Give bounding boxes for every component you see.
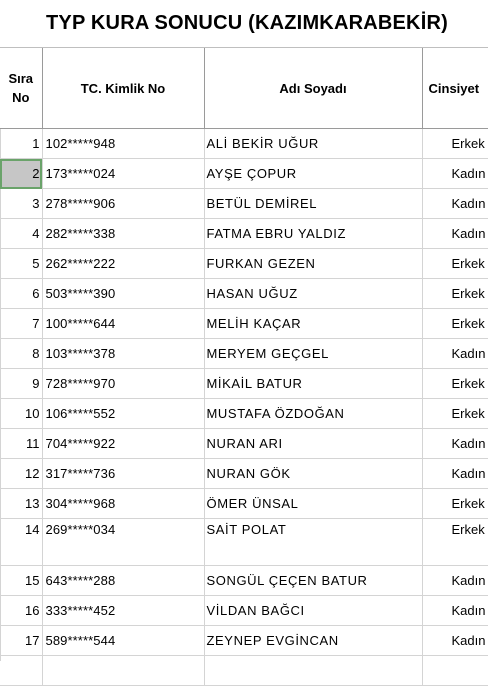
cell-tc[interactable]: 173*****024	[42, 159, 204, 189]
table-row	[0, 399, 488, 429]
cell-tc[interactable]: 100*****644	[42, 309, 204, 339]
cell-gender[interactable]: Erkek	[422, 369, 488, 399]
table-row	[0, 626, 488, 656]
table-row	[0, 159, 488, 189]
table-row	[0, 489, 488, 519]
cell-empty[interactable]	[0, 656, 42, 686]
cell-tc[interactable]: 278*****906	[42, 189, 204, 219]
cell-tc[interactable]: 102*****948	[42, 129, 204, 159]
cell-sira[interactable]: 11	[0, 429, 42, 459]
header-sira-line1: Sıra	[8, 71, 34, 86]
cell-name[interactable]: NURAN ARI	[204, 429, 422, 459]
header-adi-soyadi[interactable]: Adı Soyadı	[204, 48, 422, 129]
cell-gender[interactable]: Kadın	[422, 189, 488, 219]
cell-tc[interactable]: 262*****222	[42, 249, 204, 279]
cell-tc[interactable]: 282*****338	[42, 219, 204, 249]
sheet-title: TYP KURA SONUCU (KAZIMKARABEKİR)	[0, 0, 488, 48]
cell-sira[interactable]: 1	[0, 129, 42, 159]
cell-name[interactable]: MERYEM GEÇGEL	[204, 339, 422, 369]
table-row	[0, 566, 488, 596]
cell-sira-selected[interactable]: 2	[0, 159, 42, 189]
cell-name[interactable]: AYŞE ÇOPUR	[204, 159, 422, 189]
cell-tc[interactable]: 304*****968	[42, 489, 204, 519]
results-table	[0, 48, 488, 686]
header-cinsiyet[interactable]: Cinsiyet	[422, 48, 488, 129]
cell-sira[interactable]: 5	[0, 249, 42, 279]
cell-empty[interactable]	[42, 656, 204, 686]
cell-gender[interactable]: Kadın	[422, 626, 488, 656]
cell-name[interactable]: MİKAİL BATUR	[204, 369, 422, 399]
cell-name[interactable]: ALİ BEKİR UĞUR	[204, 129, 422, 159]
cell-sira[interactable]: 8	[0, 339, 42, 369]
cell-name[interactable]: VİLDAN BAĞCI	[204, 596, 422, 626]
cell-tc[interactable]: 503*****390	[42, 279, 204, 309]
header-sira-no[interactable]	[0, 48, 42, 129]
cell-gender[interactable]: Kadın	[422, 219, 488, 249]
cell-name[interactable]: ÖMER ÜNSAL	[204, 489, 422, 519]
cell-empty[interactable]	[204, 656, 422, 686]
table-row	[0, 519, 488, 566]
header-tc-kimlik-no[interactable]: TC. Kimlik No	[42, 48, 204, 129]
cell-gender[interactable]: Kadın	[422, 159, 488, 189]
table-row	[0, 249, 488, 279]
table-row	[0, 279, 488, 309]
table-row	[0, 219, 488, 249]
table-row	[0, 596, 488, 626]
cell-empty[interactable]	[422, 656, 488, 686]
cell-name[interactable]: FURKAN GEZEN	[204, 249, 422, 279]
header-sira-line2: No	[12, 90, 30, 105]
cell-gender[interactable]: Erkek	[422, 129, 488, 159]
cell-sira[interactable]: 10	[0, 399, 42, 429]
cell-sira[interactable]: 3	[0, 189, 42, 219]
table-row	[0, 189, 488, 219]
cell-gender[interactable]: Erkek	[422, 249, 488, 279]
cell-sira[interactable]: 7	[0, 309, 42, 339]
cell-name[interactable]: SONGÜL ÇEÇEN BATUR	[204, 566, 422, 596]
table-row	[0, 339, 488, 369]
table-row	[0, 129, 488, 159]
cell-sira[interactable]: 4	[0, 219, 42, 249]
cell-gender[interactable]: Erkek	[422, 489, 488, 519]
cell-tc[interactable]: 643*****288	[42, 566, 204, 596]
cell-name[interactable]: FATMA EBRU YALDIZ	[204, 219, 422, 249]
cell-gender[interactable]: Erkek	[422, 519, 488, 566]
cell-sira[interactable]: 14	[0, 519, 42, 566]
cell-name[interactable]: ZEYNEP EVGİNCAN	[204, 626, 422, 656]
cell-name[interactable]: NURAN GÖK	[204, 459, 422, 489]
cell-sira[interactable]: 13	[0, 489, 42, 519]
table-row	[0, 429, 488, 459]
cell-sira[interactable]: 15	[0, 566, 42, 596]
table-row	[0, 309, 488, 339]
table-row	[0, 459, 488, 489]
cell-tc[interactable]: 106*****552	[42, 399, 204, 429]
cell-sira[interactable]: 9	[0, 369, 42, 399]
cell-tc[interactable]: 269*****034	[42, 519, 204, 566]
cell-tc[interactable]: 317*****736	[42, 459, 204, 489]
table-row-empty	[0, 656, 488, 686]
cell-gender[interactable]: Kadın	[422, 596, 488, 626]
cell-gender[interactable]: Erkek	[422, 309, 488, 339]
cell-name[interactable]: BETÜL DEMİREL	[204, 189, 422, 219]
cell-gender[interactable]: Erkek	[422, 279, 488, 309]
cell-name[interactable]: MELİH KAÇAR	[204, 309, 422, 339]
table-row	[0, 369, 488, 399]
cell-name[interactable]: MUSTAFA ÖZDOĞAN	[204, 399, 422, 429]
cell-sira[interactable]: 12	[0, 459, 42, 489]
cell-gender[interactable]: Kadın	[422, 339, 488, 369]
cell-name[interactable]: SAİT POLAT	[204, 519, 422, 566]
cell-gender[interactable]: Erkek	[422, 399, 488, 429]
cell-name[interactable]: HASAN UĞUZ	[204, 279, 422, 309]
cell-tc[interactable]: 333*****452	[42, 596, 204, 626]
table-body	[0, 129, 488, 686]
cell-tc[interactable]: 728*****970	[42, 369, 204, 399]
cell-tc[interactable]: 589*****544	[42, 626, 204, 656]
cell-gender[interactable]: Kadın	[422, 459, 488, 489]
cell-sira[interactable]: 17	[0, 626, 42, 656]
cell-gender[interactable]: Kadın	[422, 566, 488, 596]
cell-sira[interactable]: 6	[0, 279, 42, 309]
cell-gender[interactable]: Kadın	[422, 429, 488, 459]
header-row	[0, 48, 488, 129]
cell-tc[interactable]: 103*****378	[42, 339, 204, 369]
cell-tc[interactable]: 704*****922	[42, 429, 204, 459]
cell-sira[interactable]: 16	[0, 596, 42, 626]
